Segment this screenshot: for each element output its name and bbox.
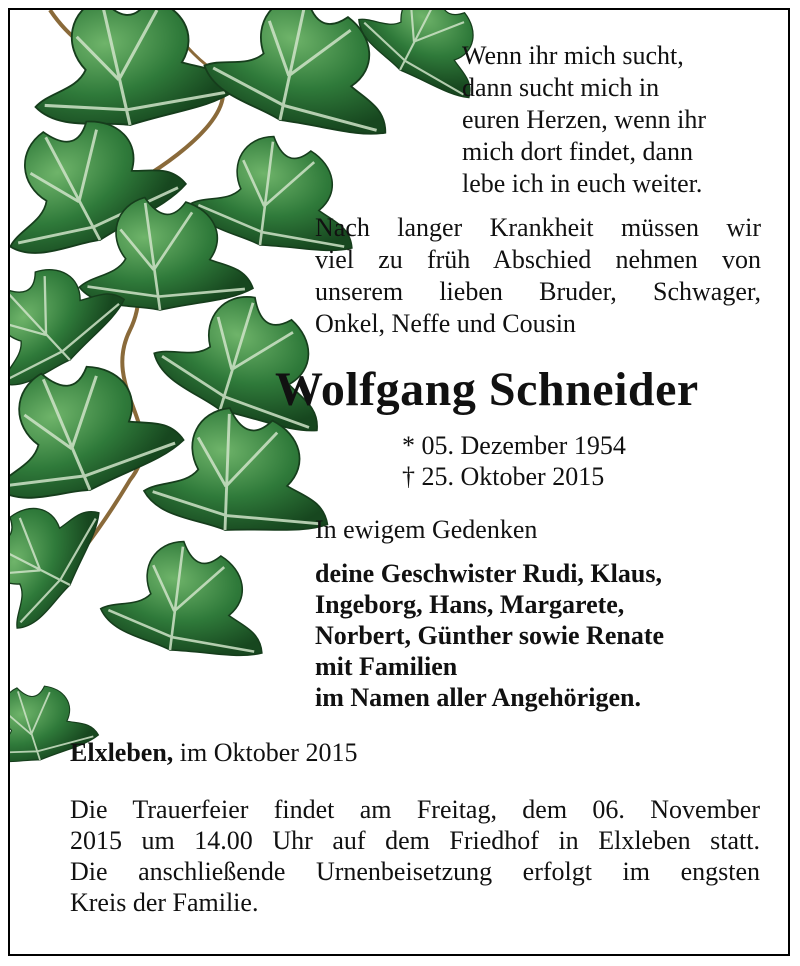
- intro-line: unserem lieben Bruder, Schwager,: [315, 277, 761, 306]
- life-dates: [402, 430, 626, 492]
- mourners-line: im Namen aller Angehörigen.: [315, 683, 641, 712]
- notice-line: 2015 um 14.00 Uhr auf dem Friedhof in Elxleben statt.: [70, 826, 760, 855]
- place-month: im Oktober 2015: [179, 738, 358, 767]
- poem-line: euren Herzen, wenn ihr: [462, 105, 706, 134]
- poem-line: dann sucht mich in: [462, 73, 660, 102]
- mourners-line: deine Geschwister Rudi, Klaus,: [315, 559, 662, 588]
- poem-line: lebe ich in euch weiter.: [462, 169, 703, 198]
- place-date: [70, 738, 357, 768]
- poem-line: Wenn ihr mich sucht,: [462, 41, 684, 70]
- intro-line: Nach langer Krankheit müssen wir: [315, 213, 761, 242]
- mourners-line: Ingeborg, Hans, Margarete,: [315, 590, 625, 619]
- memory-heading: In ewigem Gedenken: [315, 515, 538, 544]
- poem: [462, 40, 706, 200]
- funeral-notice: [70, 794, 760, 918]
- intro-line: viel zu früh Abschied nehmen von: [315, 245, 761, 274]
- intro-text: [315, 212, 761, 340]
- deceased-name: Wolfgang Schneider: [275, 363, 699, 416]
- birth-date: * 05. Dezember 1954: [402, 431, 626, 460]
- notice-line: Die Trauerfeier findet am Freitag, dem 06. November: [70, 795, 760, 824]
- notice-line: Kreis der Familie.: [70, 888, 259, 917]
- death-date: † 25. Oktober 2015: [402, 462, 605, 491]
- mourners-list: [315, 558, 664, 713]
- notice-line: Die anschließende Urnenbeisetzung erfolgt im engsten: [70, 857, 760, 886]
- mourners-line: mit Familien: [315, 652, 458, 681]
- place-town: Elxleben,: [70, 738, 174, 767]
- mourners-line: Norbert, Günther sowie Renate: [315, 621, 665, 650]
- intro-line: Onkel, Neffe und Cousin: [315, 309, 576, 338]
- poem-line: mich dort findet, dann: [462, 137, 694, 166]
- obituary-frame: [8, 8, 790, 956]
